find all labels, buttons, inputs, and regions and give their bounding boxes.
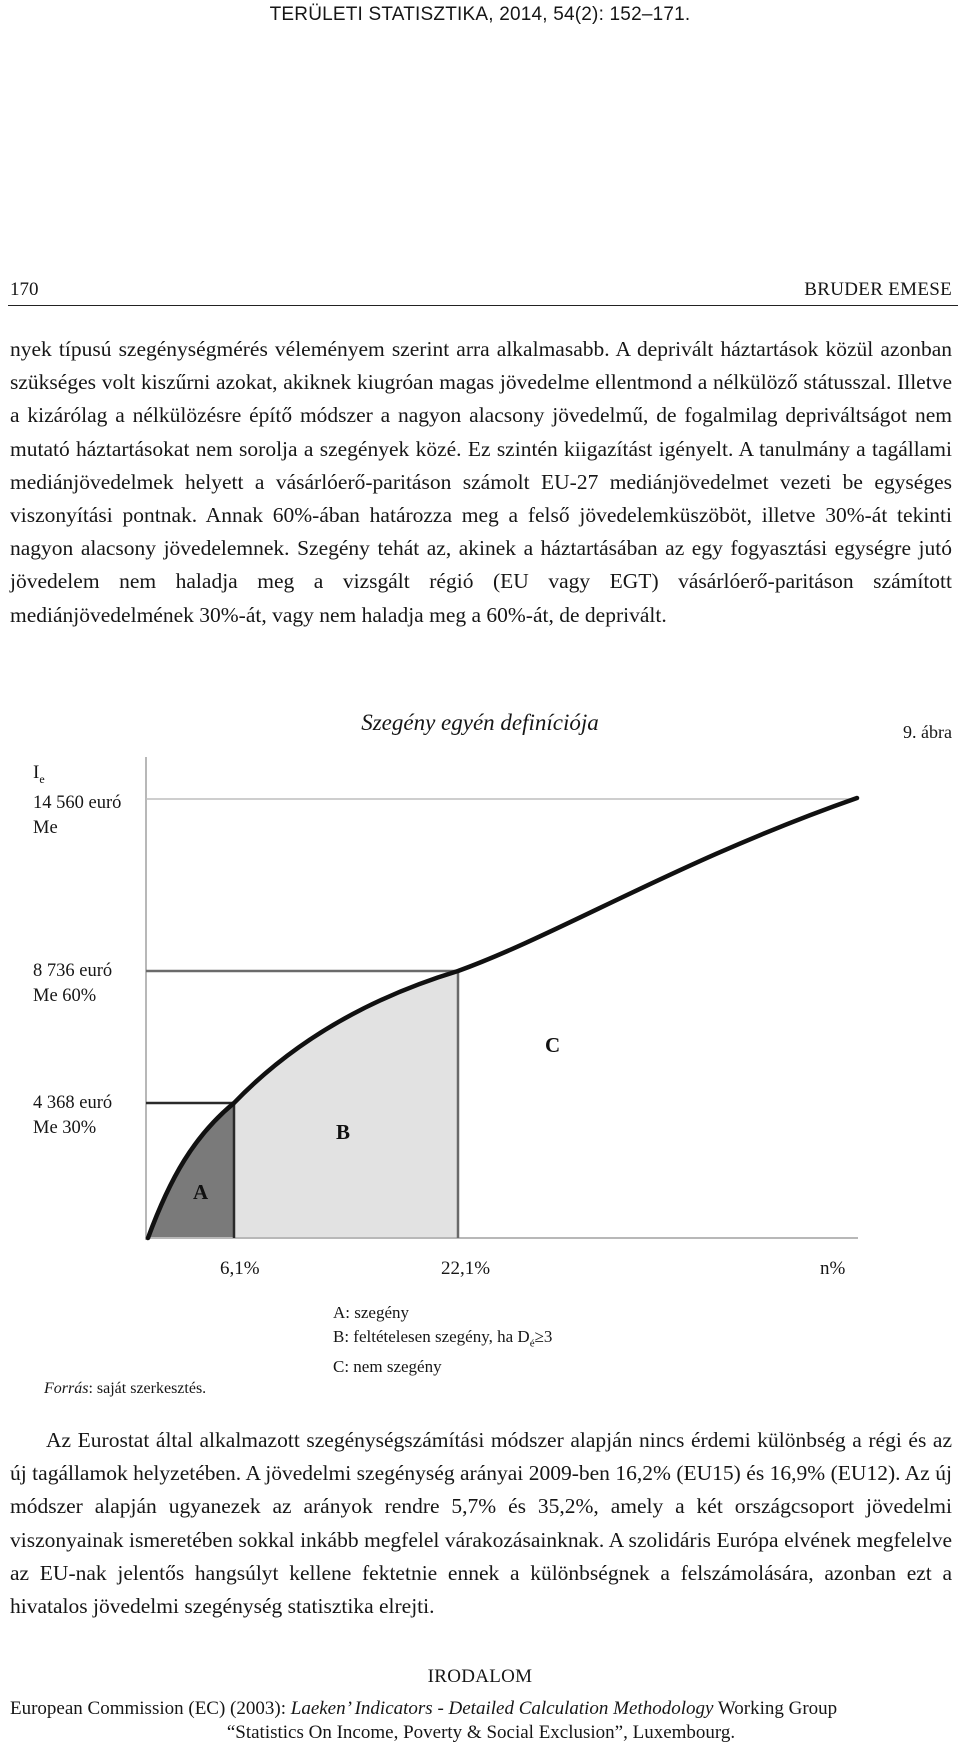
region-a-area — [148, 1103, 234, 1238]
body-paragraph-1: nyek típusú szegénységmérés véleményem szerint arra alkalmasabb. A deprivált háztartások közül azonban szükséges volt kiszűrni azokat, akiknek kiugróan magas jövedelme ellentmond a nélkülöző státusszal. Illetve a kizárólag a nélkülözésre építő módszer a nagyon alacsony jövedelmű, de fogalmilag depriváltságot nem mutató háztartásokat nem sorolja a szegények közé. Ez szintén kiigazítást igényelt. A tanulmány a tagállami mediánjövedelmek helyett a vásárlóerő-paritáson számolt EU-27 mediánjövedelmet vezeti be egységes viszonyítási pontnak. Annak 60%-ában határozza meg a felső jövedelemküszöböt, illetve 30%-át tekinti nagyon alacsony jövedelemnek. Szegény tehát az, akinek a háztartásában az egy fogyasztási egységre jutó jövedelem nem haladja meg a vizsgált régió (EU vagy EGT) vásárlóerő-paritáson számított mediánjövedelmének 30%-át, vagy nem haladja meg a 60%-át, de deprivált. — [10, 337, 952, 627]
x-tick-22-1: 22,1% — [441, 1258, 491, 1279]
x-axis-unit: n% — [820, 1258, 846, 1279]
legend-item-a: A: szegény — [333, 1303, 410, 1322]
y-level-label-30pct: 4 368 euró Me 30% — [33, 1093, 113, 1138]
figure-number: 9. ábra — [903, 722, 952, 742]
reference-item: European Commission (EC) (2003): Laeken’ Indicators - Detailed Calculation Methodology Working Group “Statistics On Income, Poverty & Social Exclusion”, Luxembourg. — [10, 1698, 838, 1743]
references-heading: IRODALOM — [427, 1666, 533, 1687]
figure-source: Forrás: saját szerkesztés. — [44, 1380, 207, 1397]
y-level-label-median: 14 560 euró Me — [33, 793, 122, 838]
running-author: BRUDER EMESE — [804, 279, 952, 300]
figure-legend — [333, 1301, 552, 1379]
figure-title: Szegény egyén definíciója — [361, 710, 599, 735]
region-b-label: B — [336, 1120, 351, 1144]
body-paragraph-2: Az Eurostat által alkalmazott szegénységszámítási módszer alapján nincs érdemi különbség a régi és az új tagállamok helyzetében. A jövedelmi szegénység arányai 2009-ben 16,2% (EU15) és 16,9% (EU12). Az új módszer alapján ugyanezek az arányok rendre 5,7% és 35,2%, amely a két országcsoport jövedelmi viszonyainak ismeretében sokkal inkább megfelel várakozásainknak. A szolidáris Európa elvének megfelelve az EU-nak jelentős hangsúlyt kellene fektetnie ennek a különbségnek a felszámolására, azonban ezt a hivatalos jövedelmi szegénység statisztika elrejti. — [10, 1428, 952, 1619]
x-tick-6-1: 6,1% — [220, 1258, 260, 1279]
region-b-area — [234, 971, 458, 1238]
page-number: 170 — [10, 279, 39, 300]
region-c-label: C — [545, 1033, 561, 1057]
legend-item-c: C: nem szegény — [333, 1357, 442, 1377]
y-axis-symbol: $I_e$ — [33, 762, 45, 786]
journal-header: TERÜLETI STATISZTIKA, 2014, 54(2): 152–171. — [269, 4, 691, 25]
y-level-label-60pct: 8 736 euró Me 60% — [33, 961, 113, 1006]
region-a-label: A — [193, 1180, 209, 1204]
legend-item-b: B: feltételesen szegény, ha $D_é\ge 3$ — [333, 1327, 553, 1350]
